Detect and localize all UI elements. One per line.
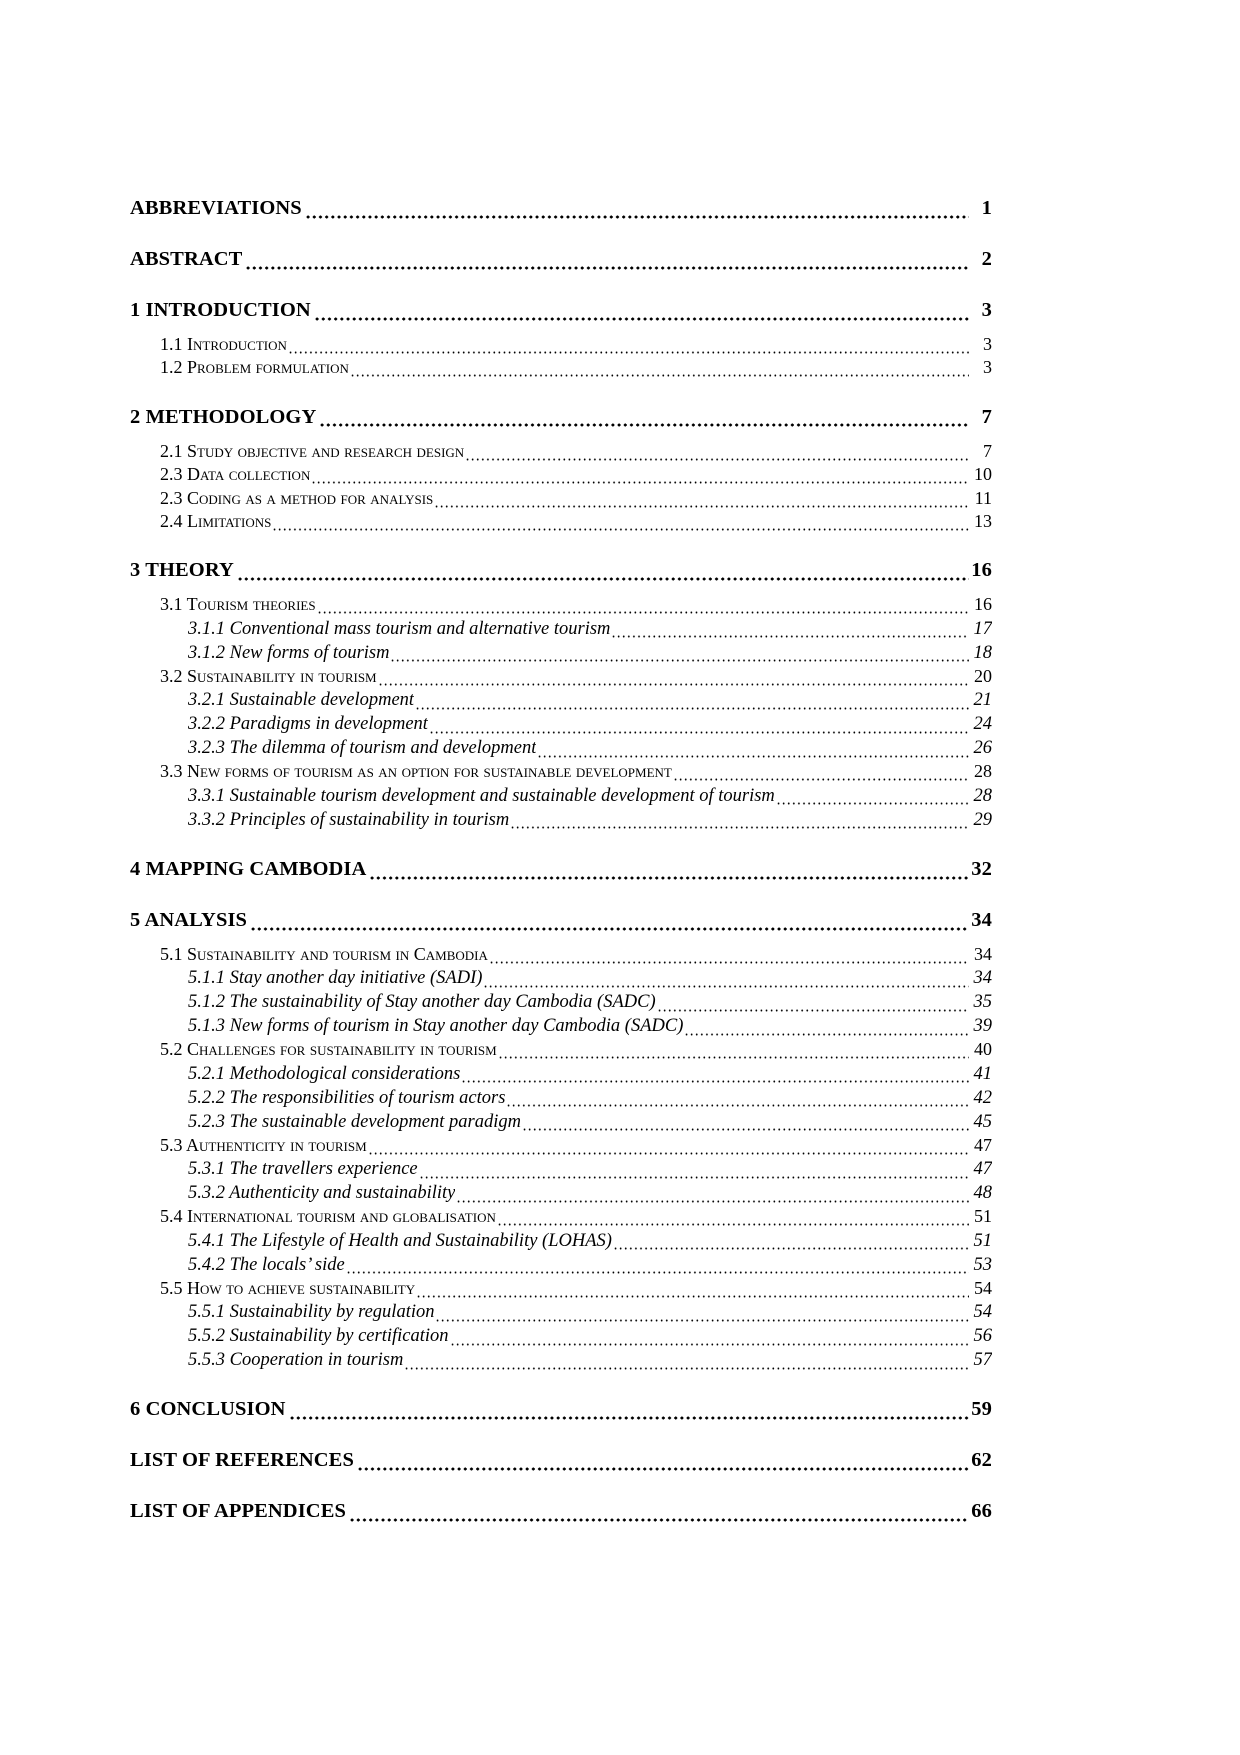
toc-entry-level-2[interactable] (160, 463, 992, 486)
toc-entry-level-3[interactable] (188, 1300, 992, 1324)
toc-entry-page-number: 39 (973, 1016, 992, 1037)
dot-leader (250, 910, 969, 932)
dot-leader (404, 1353, 969, 1372)
toc-entry-level-2[interactable] (160, 1277, 992, 1300)
toc-entry-title: 3.3 New forms of tourism as an option for sustainable development (160, 761, 672, 782)
toc-entry-level-2[interactable] (160, 593, 992, 616)
toc-entry-title: 3.2.2 Paradigms in development (188, 714, 428, 735)
dot-leader (461, 1066, 969, 1085)
toc-entry-level-1[interactable] (130, 558, 992, 583)
toc-entry-title: 5.1 Sustainability and tourism in Cambodia (160, 943, 488, 964)
toc-entry-level-3[interactable] (188, 688, 992, 712)
toc-entry-page-number: 11 (974, 487, 992, 508)
dot-leader (237, 561, 969, 583)
toc-entry-title: 2.1 Study objective and research design (160, 440, 465, 461)
dot-leader (289, 1400, 969, 1422)
toc-entry-level-3[interactable] (188, 808, 992, 832)
toc-entry-page-number: 40 (974, 1039, 992, 1060)
toc-entry-title: 5.2.1 Methodological considerations (188, 1063, 461, 1084)
toc-entry-title: 5.1.3 New forms of tourism in Stay another day Cambodia (SADC) (188, 1016, 684, 1037)
toc-entry-title: 1 INTRODUCTION (130, 299, 311, 321)
dot-leader (776, 788, 969, 807)
dot-leader (305, 198, 969, 220)
toc-entry-page-number: 24 (973, 714, 992, 735)
dot-leader (522, 1114, 969, 1133)
toc-entry-page-number: 54 (973, 1302, 992, 1323)
toc-entry-page-number: 28 (974, 761, 992, 782)
toc-entry-title: 5.5.3 Cooperation in tourism (188, 1350, 404, 1371)
toc-entry-level-2[interactable] (160, 1134, 992, 1157)
toc-entry-title: 2.4 Limitations (160, 510, 272, 531)
toc-entry-level-2[interactable] (160, 356, 992, 379)
toc-entry-page-number: 7 (981, 405, 992, 428)
toc-entry-page-number: 7 (983, 440, 992, 461)
toc-entry-level-2[interactable] (160, 760, 992, 783)
toc-entry-title: 5.5 How to achieve sustainability (160, 1277, 416, 1298)
dot-leader (311, 467, 969, 485)
toc-entry-page-number: 47 (973, 1159, 992, 1180)
dot-leader (510, 812, 969, 831)
toc-entry-page-number: 51 (973, 1230, 992, 1251)
toc-entry-level-3[interactable] (188, 736, 992, 760)
toc-entry-title: 5.4.1 The Lifestyle of Health and Sustainability (LOHAS) (188, 1230, 612, 1251)
toc-entry-title: 3.1.1 Conventional mass tourism and alternative tourism (188, 618, 611, 639)
toc-entry-page-number: 47 (974, 1134, 992, 1155)
toc-entry-page-number: 1 (981, 197, 992, 219)
toc-entry-level-3[interactable] (188, 990, 992, 1014)
toc-entry-level-3[interactable] (188, 617, 992, 641)
toc-entry-level-1[interactable] (130, 298, 992, 323)
dot-leader (245, 249, 969, 271)
toc-entry-level-2[interactable] (160, 665, 992, 688)
table-of-contents (130, 196, 992, 1524)
toc-entry-title: 5 ANALYSIS (130, 908, 248, 931)
dot-leader (272, 514, 969, 532)
toc-entry-page-number: 3 (981, 299, 992, 321)
dot-leader (369, 859, 969, 881)
dot-leader (613, 1233, 969, 1252)
toc-entry-page-number: 3 (983, 334, 992, 354)
toc-entry-title: 3.1 Tourism theories (160, 594, 316, 615)
toc-entry-level-3[interactable] (188, 966, 992, 990)
toc-entry-level-1[interactable] (130, 1448, 992, 1473)
toc-entry-title: 3.2 Sustainability in tourism (160, 665, 377, 686)
toc-entry-page-number: 62 (971, 1449, 992, 1472)
toc-entry-title: 5.3 Authenticity in tourism (160, 1134, 367, 1155)
toc-entry-page-number: 29 (973, 809, 992, 830)
toc-entry-level-3[interactable] (188, 1324, 992, 1348)
toc-entry-title: ABBREVIATIONS (130, 197, 302, 219)
dot-leader (357, 1451, 969, 1473)
dot-leader (456, 1186, 969, 1205)
dot-leader (435, 1304, 969, 1323)
toc-entry-title: 1.2 Problem formulation (160, 357, 349, 378)
dot-leader (684, 1019, 969, 1038)
dot-leader (497, 1209, 969, 1227)
toc-entry-title: 5.1.1 Stay another day initiative (SADI) (188, 968, 483, 989)
dot-leader (368, 1138, 969, 1156)
toc-entry-level-3[interactable] (188, 1086, 992, 1110)
dot-leader (450, 1328, 969, 1347)
toc-entry-level-3[interactable] (188, 1157, 992, 1181)
toc-entry-level-1[interactable] (130, 1499, 992, 1524)
toc-entry-page-number: 20 (974, 665, 992, 686)
dot-leader (346, 1257, 969, 1276)
toc-entry-title: 4 MAPPING CAMBODIA (130, 857, 367, 880)
toc-entry-title: 6 CONCLUSION (130, 1398, 286, 1421)
toc-entry-page-number: 34 (971, 908, 992, 931)
toc-entry-level-3[interactable] (188, 1181, 992, 1205)
toc-entry-level-3[interactable] (188, 1014, 992, 1038)
toc-entry-page-number: 54 (974, 1277, 992, 1298)
toc-entry-level-2[interactable] (160, 510, 992, 533)
toc-entry-page-number: 28 (973, 785, 992, 806)
toc-entry-level-2[interactable] (160, 1038, 992, 1061)
toc-entry-title: 1.1 Introduction (160, 334, 287, 354)
toc-entry-title: 3.3.1 Sustainable tourism development and sustainable development of tourism (188, 785, 775, 806)
toc-entry-level-1[interactable] (130, 908, 992, 933)
toc-entry-level-2[interactable] (160, 943, 992, 966)
toc-entry-page-number: 13 (974, 510, 992, 531)
toc-entry-page-number: 17 (973, 618, 992, 639)
toc-entry-title: 3.2.1 Sustainable development (188, 690, 415, 711)
dot-leader (434, 491, 969, 509)
toc-entry-page-number: 57 (973, 1350, 992, 1371)
toc-entry-level-3[interactable] (188, 1253, 992, 1277)
toc-entry-title: 5.4.2 The locals’ side (188, 1254, 345, 1275)
toc-entry-title: ABSTRACT (130, 248, 243, 270)
toc-entry-level-3[interactable] (188, 1229, 992, 1253)
toc-entry-level-1[interactable] (130, 196, 992, 221)
dot-leader (288, 337, 969, 355)
toc-entry-page-number: 16 (974, 594, 992, 615)
toc-entry-page-number: 51 (974, 1206, 992, 1227)
toc-entry-level-2[interactable] (160, 1205, 992, 1228)
toc-entry-page-number: 53 (973, 1254, 992, 1275)
toc-entry-level-3[interactable] (188, 1348, 992, 1372)
dot-leader (465, 444, 969, 462)
toc-entry-page-number: 32 (971, 857, 992, 880)
dot-leader (498, 1042, 969, 1060)
toc-entry-title: 2.3 Coding as a method for analysis (160, 487, 434, 508)
dot-leader (537, 740, 969, 759)
toc-entry-level-1[interactable] (130, 405, 992, 430)
dot-leader (419, 1161, 969, 1180)
toc-entry-level-2[interactable] (160, 333, 992, 356)
toc-entry-level-3[interactable] (188, 1062, 992, 1086)
toc-entry-level-1[interactable] (130, 1397, 992, 1422)
dot-leader (483, 970, 969, 989)
toc-entry-page-number: 48 (973, 1183, 992, 1204)
toc-entry-page-number: 45 (973, 1111, 992, 1132)
toc-entry-page-number: 59 (971, 1398, 992, 1421)
dot-leader (319, 407, 969, 429)
toc-entry-level-2[interactable] (160, 487, 992, 510)
dot-leader (317, 597, 969, 615)
dot-leader (415, 692, 969, 711)
dot-leader (416, 1281, 969, 1299)
toc-entry-title: 3.1.2 New forms of tourism (188, 642, 390, 663)
dot-leader (378, 669, 969, 687)
toc-entry-page-number: 3 (983, 357, 992, 378)
dot-leader (506, 1090, 969, 1109)
toc-entry-page-number: 21 (973, 690, 992, 711)
toc-entry-page-number: 2 (981, 248, 992, 270)
toc-entry-title: 3.3.2 Principles of sustainability in tourism (188, 809, 510, 830)
toc-entry-title: 5.5.1 Sustainability by regulation (188, 1302, 435, 1323)
toc-entry-title: 5.5.2 Sustainability by certification (188, 1326, 449, 1347)
toc-entry-level-1[interactable] (130, 247, 992, 272)
toc-entry-page-number: 56 (973, 1326, 992, 1347)
toc-entry-level-3[interactable] (188, 712, 992, 736)
toc-entry-title: 5.4 International tourism and globalisation (160, 1206, 496, 1227)
dot-leader (314, 300, 969, 322)
toc-entry-level-3[interactable] (188, 641, 992, 665)
toc-entry-title: 5.2 Challenges for sustainability in tourism (160, 1039, 497, 1060)
dot-leader (429, 716, 969, 735)
toc-entry-title: 2 METHODOLOGY (130, 405, 317, 428)
toc-entry-level-1[interactable] (130, 857, 992, 882)
toc-entry-title: LIST OF APPENDICES (130, 1500, 346, 1523)
toc-entry-page-number: 35 (973, 992, 992, 1013)
toc-entry-page-number: 34 (974, 943, 992, 964)
toc-entry-page-number: 34 (973, 968, 992, 989)
toc-entry-title: 5.2.2 The responsibilities of tourism actors (188, 1087, 506, 1108)
toc-entry-page-number: 18 (973, 642, 992, 663)
toc-entry-level-3[interactable] (188, 784, 992, 808)
toc-entry-title: 5.3.1 The travellers experience (188, 1159, 418, 1180)
toc-entry-title: 3.2.3 The dilemma of tourism and development (188, 738, 537, 759)
toc-entry-title: 3 THEORY (130, 559, 234, 582)
dot-leader (350, 360, 969, 378)
toc-entry-title: 5.1.2 The sustainability of Stay another day Cambodia (SADC) (188, 992, 656, 1013)
dot-leader (611, 621, 969, 640)
toc-entry-page-number: 10 (974, 464, 992, 485)
toc-entry-title: 5.2.3 The sustainable development paradigm (188, 1111, 521, 1132)
dot-leader (489, 947, 969, 965)
toc-entry-level-3[interactable] (188, 1110, 992, 1134)
dot-leader (673, 764, 969, 782)
toc-entry-title: 5.3.2 Authenticity and sustainability (188, 1183, 456, 1204)
dot-leader (657, 994, 969, 1013)
toc-entry-title: LIST OF REFERENCES (130, 1449, 354, 1472)
dot-leader (390, 645, 969, 664)
toc-entry-page-number: 66 (971, 1500, 992, 1523)
dot-leader (349, 1502, 969, 1524)
toc-entry-page-number: 41 (973, 1063, 992, 1084)
toc-entry-page-number: 16 (971, 559, 992, 582)
toc-entry-title: 2.3 Data collection (160, 464, 311, 485)
toc-entry-level-2[interactable] (160, 440, 992, 463)
toc-entry-page-number: 26 (973, 738, 992, 759)
toc-entry-page-number: 42 (973, 1087, 992, 1108)
